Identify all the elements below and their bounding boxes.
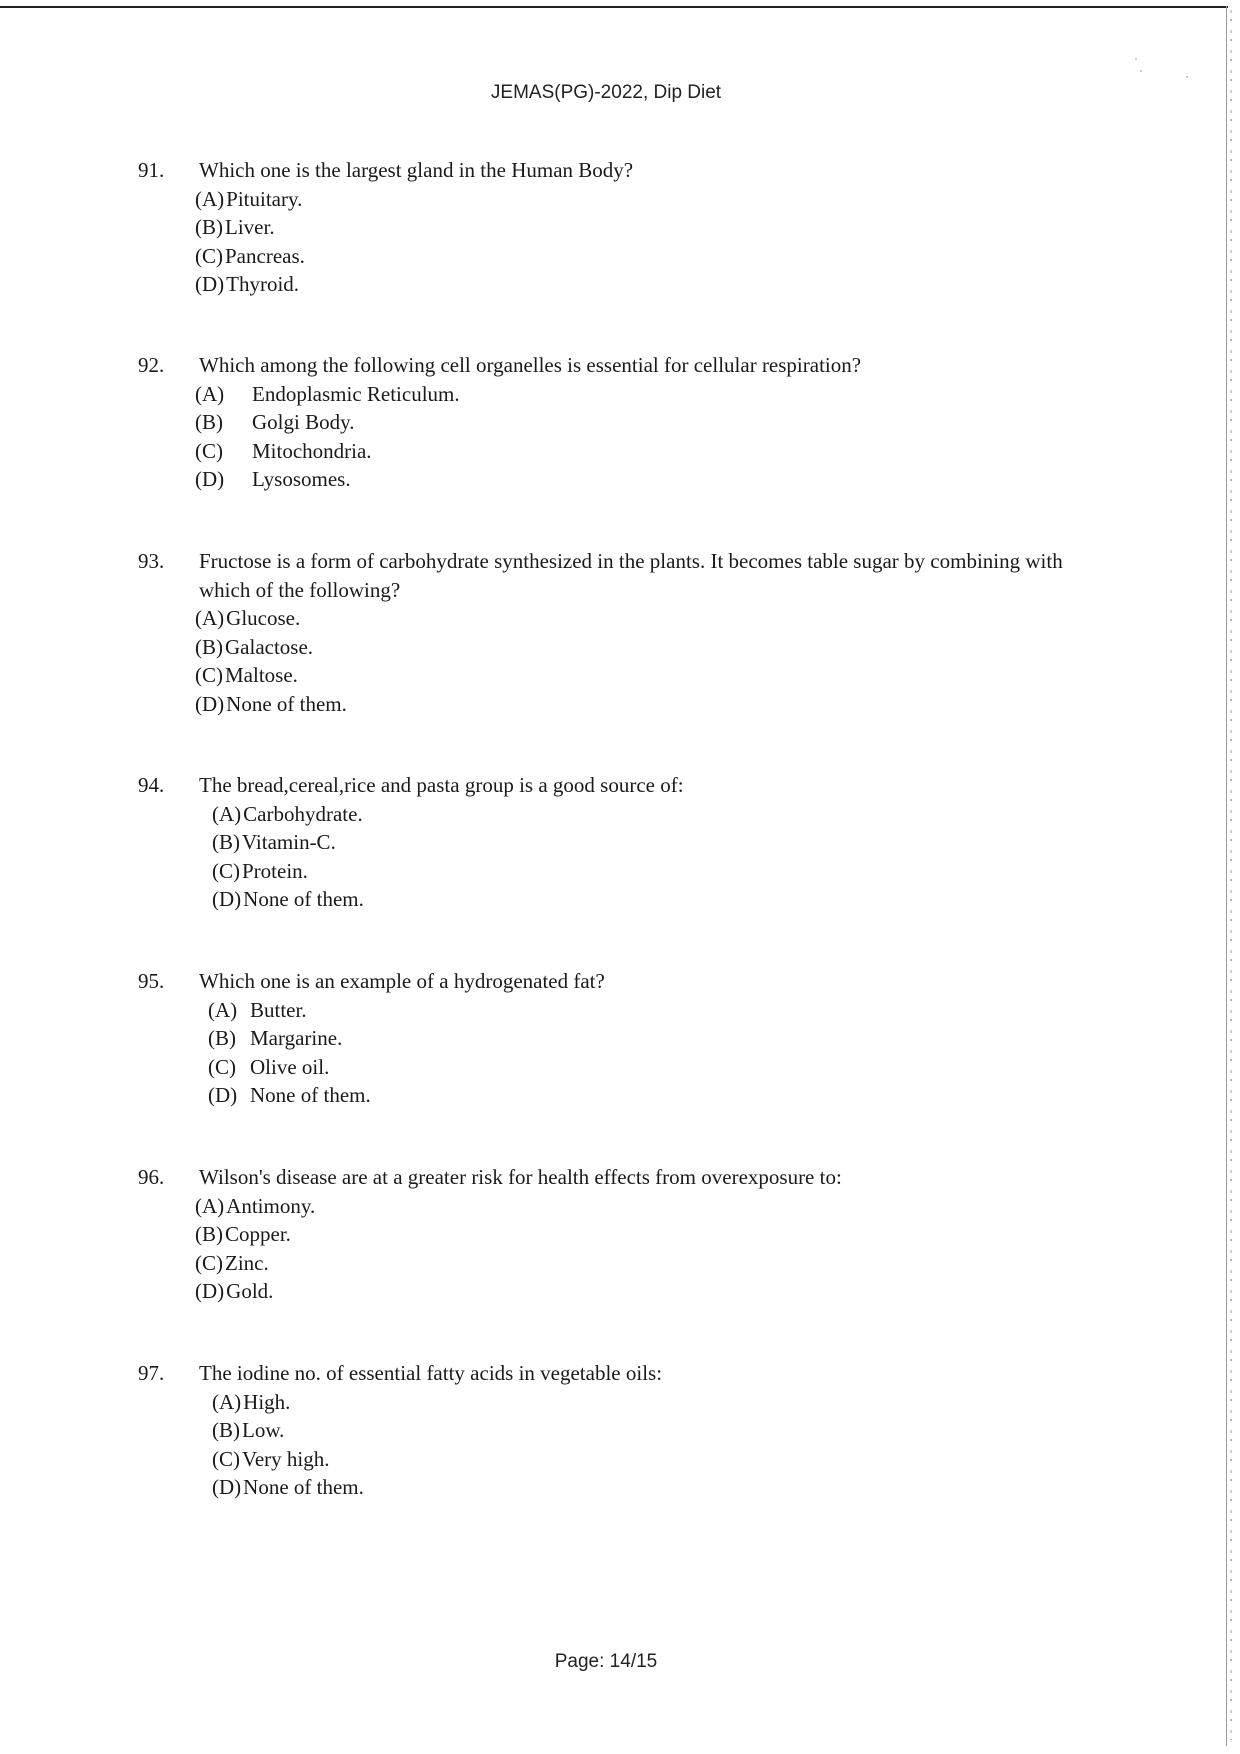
question-91 [138, 156, 1078, 299]
question-text: Which one is an example of a hydrogenated fat? [199, 969, 605, 993]
option-a: (A) Glucose. [195, 606, 301, 630]
options-list [195, 604, 1078, 718]
options-list [212, 1388, 1078, 1502]
options-list [208, 996, 1078, 1110]
page-header: JEMAS(PG)-2022, Dip Diet [490, 82, 722, 103]
question-text: The bread,cereal,rice and pasta group is a good source of: [199, 773, 684, 797]
option-b: (B) Margarine. [208, 1026, 343, 1050]
question-number: 95. [138, 969, 165, 993]
option-b: (B) Vitamin-C. [212, 830, 336, 854]
question-number: 92. [138, 353, 165, 377]
option-b: (B) Copper. [195, 1222, 291, 1246]
scan-edge-artifact [1230, 10, 1232, 1740]
question-number: 96. [138, 1165, 165, 1189]
right-border-line [1226, 6, 1227, 1746]
option-c: (C) Olive oil. [208, 1054, 330, 1079]
question-text: Which one is the largest gland in the Human Body? [199, 158, 634, 182]
question-94 [138, 771, 1078, 914]
question-92 [138, 351, 1078, 494]
option-c: (C) Maltose. [195, 663, 298, 687]
option-d: (D) Thyroid. [195, 272, 300, 296]
option-a: (A) High. [212, 1389, 291, 1414]
option-c: (C) Protein. [212, 858, 308, 883]
options-list [195, 380, 1078, 494]
question-number: 93. [138, 549, 165, 573]
option-a: (A) Butter. [208, 997, 307, 1022]
option-d: (D) Gold. [195, 1279, 274, 1303]
scan-speck [1135, 58, 1137, 60]
option-c: (C) Zinc. [195, 1250, 269, 1275]
option-b: (B) Galactose. [195, 634, 314, 659]
option-d: (D) None of them. [208, 1083, 371, 1107]
question-97 [138, 1359, 1078, 1502]
option-d: (D) None of them. [195, 691, 347, 716]
options-list [212, 800, 1078, 914]
question-93 [138, 547, 1078, 718]
scan-speck [1186, 76, 1188, 78]
option-a: (A) Antimony. [195, 1193, 316, 1218]
options-list [195, 185, 1078, 299]
top-border-line [0, 6, 1228, 8]
question-text: Fructose is a form of carbohydrate synthesized in the plants. It becomes table sugar by combining with which of the following? [199, 549, 1063, 602]
option-a: (A) Endoplasmic Reticulum. [195, 381, 460, 406]
options-list [195, 1192, 1078, 1306]
option-d: (D) None of them. [212, 887, 364, 911]
option-c: (C) Pancreas. [195, 243, 305, 268]
option-d: (D) Lysosomes. [195, 467, 351, 491]
question-96 [138, 1163, 1078, 1306]
option-c: (C) Very high. [212, 1446, 330, 1471]
option-a: (A) Carbohydrate. [212, 801, 363, 826]
question-text: Which among the following cell organelles is essential for cellular respiration? [199, 353, 862, 377]
page-number: Page: 14/15 [554, 1651, 658, 1672]
option-a: (A) Pituitary. [195, 186, 303, 211]
option-b: (B) Golgi Body. [195, 410, 355, 434]
question-number: 97. [138, 1361, 165, 1385]
question-95 [138, 967, 1078, 1110]
scan-speck [1140, 70, 1142, 72]
option-c: (C) Mitochondria. [195, 438, 372, 463]
question-number: 94. [138, 773, 165, 797]
question-number: 91. [138, 158, 165, 182]
option-d: (D) None of them. [212, 1475, 364, 1499]
question-text: The iodine no. of essential fatty acids in vegetable oils: [199, 1361, 663, 1385]
option-b: (B) Low. [212, 1418, 285, 1442]
question-text: Wilson's disease are at a greater risk for health effects from overexposure to: [199, 1165, 842, 1189]
option-b: (B) Liver. [195, 215, 275, 239]
